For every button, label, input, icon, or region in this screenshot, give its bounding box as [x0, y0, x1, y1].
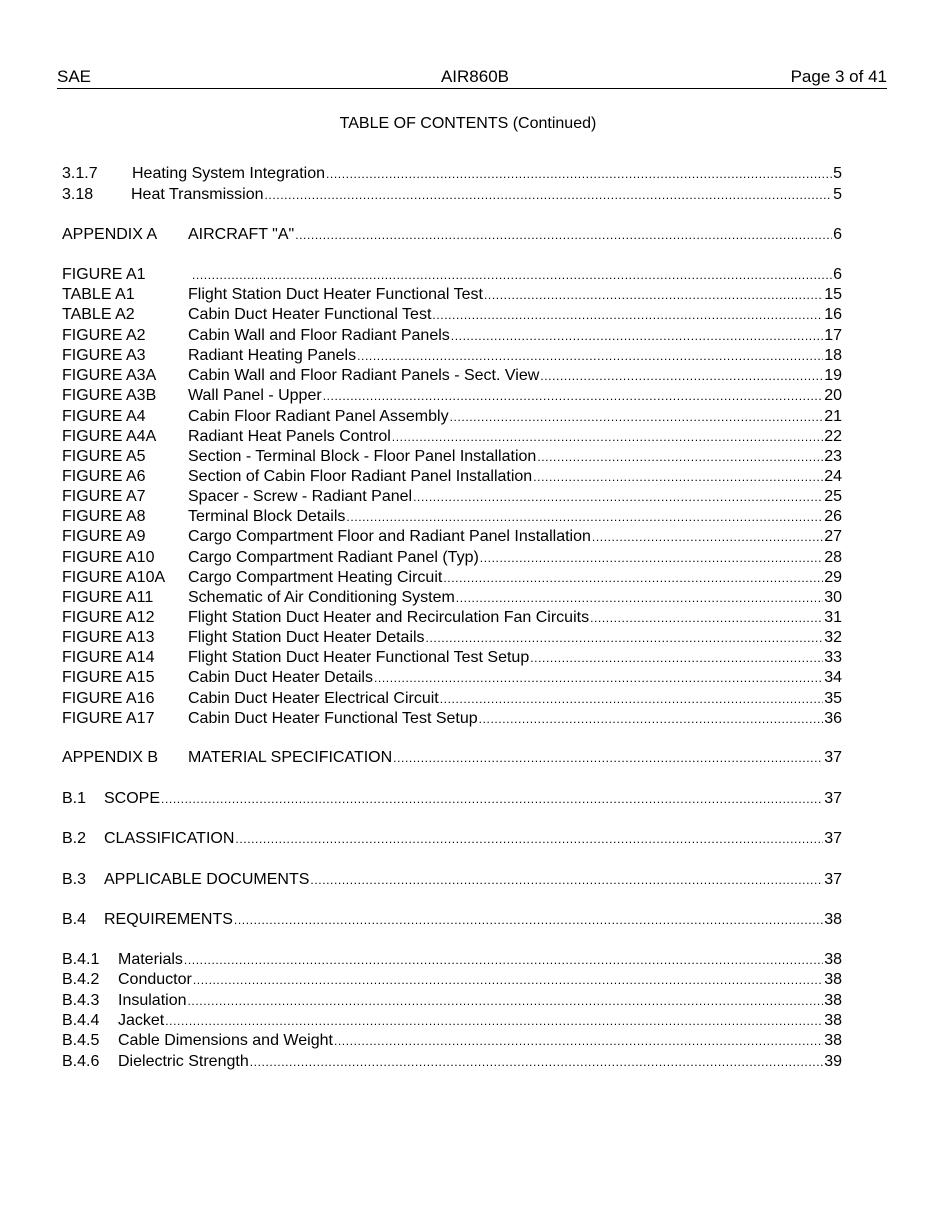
- toc-dot-leader: [334, 1031, 823, 1051]
- toc-dot-leader: [323, 386, 824, 406]
- toc-entry-page: 17: [824, 327, 842, 344]
- toc-entry-number: B.4.1: [62, 951, 100, 968]
- toc-entry[interactable]: [62, 507, 842, 527]
- toc-entry-number: FIGURE A13: [62, 629, 155, 646]
- toc-entry-title: SCOPE: [104, 790, 161, 807]
- toc-entry-title: Cargo Compartment Heating Circuit: [188, 569, 443, 586]
- toc-entry-page: 38: [824, 951, 842, 968]
- header-doc-number: AIR860B: [440, 67, 510, 86]
- toc-dot-leader: [451, 326, 823, 346]
- toc-entry-title: Cargo Compartment Floor and Radiant Panel Installation: [188, 528, 591, 545]
- toc-entry[interactable]: [62, 689, 842, 709]
- toc-entry-page: 37: [824, 830, 842, 847]
- toc-entry-page: 20: [824, 387, 842, 404]
- toc-entry[interactable]: [62, 588, 842, 608]
- toc-dot-leader: [357, 346, 823, 366]
- toc-entry-page: 5: [833, 165, 842, 182]
- toc-entry-page: 37: [824, 749, 842, 766]
- toc-entry-number: FIGURE A12: [62, 609, 155, 626]
- page-title: TABLE OF CONTENTS (Continued): [339, 115, 597, 132]
- toc-dot-leader: [374, 668, 823, 688]
- toc-entry-title: Cabin Wall and Floor Radiant Panels: [188, 327, 450, 344]
- toc-entry-page: 33: [824, 649, 842, 666]
- toc-entry[interactable]: [62, 386, 842, 406]
- toc-entry[interactable]: [62, 527, 842, 547]
- toc-entry-page: 23: [824, 448, 842, 465]
- toc-dot-leader: [456, 588, 823, 608]
- toc-entry[interactable]: [62, 1031, 842, 1051]
- toc-entry[interactable]: [62, 748, 842, 768]
- toc-entry-number: FIGURE A4A: [62, 428, 157, 445]
- toc-entry[interactable]: [62, 447, 842, 467]
- toc-entry-number: FIGURE A3: [62, 347, 146, 364]
- toc-entry-page: 38: [824, 1012, 842, 1029]
- toc-entry-number: FIGURE A3A: [62, 367, 157, 384]
- toc-dot-leader: [193, 970, 823, 990]
- toc-entry-title: Heating System Integration: [132, 165, 325, 182]
- toc-entry-page: 16: [824, 306, 842, 323]
- toc-dot-leader: [161, 789, 823, 809]
- toc-entry-number: FIGURE A4: [62, 408, 146, 425]
- toc-entry-title: Cable Dimensions and Weight: [118, 1032, 333, 1049]
- toc-entry-title: Dielectric Strength: [118, 1053, 249, 1070]
- toc-entry[interactable]: [62, 427, 842, 447]
- toc-entry-number: 3.1.7: [62, 165, 98, 182]
- toc-dot-leader: [235, 829, 823, 849]
- toc-entry-number: FIGURE A2: [62, 327, 146, 344]
- toc-entry[interactable]: [62, 225, 842, 245]
- toc-dot-leader: [310, 870, 823, 890]
- toc-dot-leader: [295, 225, 832, 245]
- toc-entry-number: FIGURE A8: [62, 508, 146, 525]
- toc-entry[interactable]: [62, 185, 842, 205]
- toc-entry-number: B.3: [62, 871, 87, 888]
- toc-dot-leader: [392, 427, 823, 447]
- toc-entry-title: Cargo Compartment Radiant Panel (Typ): [188, 549, 479, 566]
- toc-entry[interactable]: [62, 608, 842, 628]
- toc-entry-title: CLASSIFICATION: [104, 830, 235, 847]
- toc-entry-number: FIGURE A11: [62, 589, 154, 606]
- toc-entry-number: B.2: [62, 830, 87, 847]
- toc-entry[interactable]: [62, 668, 842, 688]
- toc-entry-number: FIGURE A14: [62, 649, 155, 666]
- toc-dot-leader: [592, 527, 823, 547]
- toc-entry-number: FIGURE A3B: [62, 387, 157, 404]
- toc-entry-number: B.4.5: [62, 1032, 100, 1049]
- toc-entry-page: 26: [824, 508, 842, 525]
- toc-dot-leader: [533, 467, 823, 487]
- toc-dot-leader: [432, 305, 823, 325]
- toc-entry-page: 38: [824, 971, 842, 988]
- toc-dot-leader: [326, 164, 832, 184]
- toc-entry-number: FIGURE A5: [62, 448, 146, 465]
- toc-entry[interactable]: [62, 487, 842, 507]
- toc-entry-page: 34: [824, 669, 842, 686]
- toc-entry-title: Cabin Floor Radiant Panel Assembly: [188, 408, 449, 425]
- toc-dot-leader: [250, 1052, 823, 1072]
- toc-dot-leader: [192, 265, 832, 285]
- toc-entry[interactable]: [62, 789, 842, 809]
- toc-entry-page: 15: [824, 286, 842, 303]
- toc-entry[interactable]: [62, 1052, 842, 1072]
- toc-entry-title: Cabin Duct Heater Details: [188, 669, 373, 686]
- toc-entry-title: Radiant Heat Panels Control: [188, 428, 391, 445]
- toc-entry-page: 38: [824, 992, 842, 1009]
- toc-dot-leader: [540, 366, 823, 386]
- toc-entry[interactable]: [62, 991, 842, 1011]
- toc-entry[interactable]: [62, 568, 842, 588]
- toc-dot-leader: [265, 185, 833, 205]
- toc-dot-leader: [426, 628, 824, 648]
- toc-dot-leader: [530, 648, 823, 668]
- toc-entry[interactable]: [62, 467, 842, 487]
- toc-entry-number: FIGURE A10: [62, 549, 155, 566]
- toc-entry-number: B.4.2: [62, 971, 100, 988]
- toc-entry-title: APPLICABLE DOCUMENTS: [104, 871, 310, 888]
- toc-dot-leader: [165, 1011, 823, 1031]
- toc-entry-title: Cabin Duct Heater Functional Test Setup: [188, 710, 478, 727]
- toc-entry-number: FIGURE A15: [62, 669, 155, 686]
- toc-entry[interactable]: [62, 265, 842, 285]
- toc-entry-page: 30: [824, 589, 842, 606]
- toc-entry-page: 6: [833, 226, 842, 243]
- toc-entry[interactable]: [62, 648, 842, 668]
- toc-entry-page: 6: [833, 266, 842, 283]
- header-page-number: Page 3 of 41: [790, 67, 887, 86]
- toc-dot-leader: [440, 689, 823, 709]
- toc-entry-title: Wall Panel - Upper: [188, 387, 322, 404]
- toc-entry-title: Flight Station Duct Heater and Recirculation Fan Circuits: [188, 609, 590, 626]
- toc-dot-leader: [393, 748, 823, 768]
- toc-entry[interactable]: [62, 870, 842, 890]
- toc-entry-page: 37: [824, 790, 842, 807]
- toc-dot-leader: [234, 910, 823, 930]
- toc-entry-title: REQUIREMENTS: [104, 911, 233, 928]
- toc-entry-page: 35: [824, 690, 842, 707]
- toc-entry-page: 25: [824, 488, 842, 505]
- toc-entry[interactable]: [62, 709, 842, 729]
- toc-entry-title: Terminal Block Details: [188, 508, 346, 525]
- toc-entry-number: B.4: [62, 911, 87, 928]
- toc-dot-leader: [590, 608, 823, 628]
- toc-entry-page: 28: [824, 549, 842, 566]
- toc-entry-title: Jacket: [118, 1012, 165, 1029]
- toc-entry[interactable]: [62, 326, 842, 346]
- toc-entry-number: APPENDIX B: [62, 749, 159, 766]
- toc-dot-leader: [413, 487, 823, 507]
- toc-entry-page: 31: [824, 609, 842, 626]
- toc-entry[interactable]: [62, 164, 842, 184]
- toc-entry-page: 19: [824, 367, 842, 384]
- toc-entry-page: 37: [824, 871, 842, 888]
- toc-dot-leader: [450, 407, 824, 427]
- header-org: SAE: [57, 67, 92, 86]
- toc-entry-number: FIGURE A7: [62, 488, 146, 505]
- toc-entry-page: 5: [833, 186, 842, 203]
- toc-entry-page: 39: [824, 1053, 842, 1070]
- toc-entry-title: Cabin Wall and Floor Radiant Panels - Sect. View: [188, 367, 540, 384]
- toc-entry-title: AIRCRAFT "A": [188, 226, 295, 243]
- toc-entry-title: Conductor: [118, 971, 192, 988]
- toc-entry-title: Materials: [118, 951, 183, 968]
- toc-dot-leader: [480, 548, 823, 568]
- toc-entry-page: 32: [824, 629, 842, 646]
- toc-entry-number: FIGURE A9: [62, 528, 146, 545]
- toc-entry-number: FIGURE A16: [62, 690, 155, 707]
- toc-entry[interactable]: [62, 305, 842, 325]
- toc-entry[interactable]: [62, 366, 842, 386]
- toc-dot-leader: [479, 709, 824, 729]
- toc-entry-page: 38: [824, 1032, 842, 1049]
- toc-dot-leader: [184, 950, 823, 970]
- page-header: [57, 66, 887, 89]
- toc-entry-number: B.4.4: [62, 1012, 100, 1029]
- toc-entry-number: TABLE A2: [62, 306, 135, 323]
- toc-entry-number: TABLE A1: [62, 286, 135, 303]
- toc-entry-number: FIGURE A1: [62, 266, 146, 283]
- toc-entry[interactable]: [62, 548, 842, 568]
- toc-entry[interactable]: [62, 285, 842, 305]
- toc-entry-title: Radiant Heating Panels: [188, 347, 357, 364]
- toc-entry[interactable]: [62, 628, 842, 648]
- toc-entry-page: 29: [824, 569, 842, 586]
- toc-entry-number: FIGURE A17: [62, 710, 155, 727]
- toc-entry-title: Schematic of Air Conditioning System: [188, 589, 455, 606]
- toc-entry[interactable]: [62, 829, 842, 849]
- toc-entry[interactable]: [62, 346, 842, 366]
- toc-entry-page: 38: [824, 911, 842, 928]
- toc-dot-leader: [537, 447, 823, 467]
- toc-entry-page: 27: [824, 528, 842, 545]
- toc-dot-leader: [188, 991, 824, 1011]
- toc-entry-number: B.4.3: [62, 992, 100, 1009]
- toc-entry[interactable]: [62, 950, 842, 970]
- toc-entry-page: 21: [824, 408, 842, 425]
- toc-entry-page: 36: [824, 710, 842, 727]
- toc-dot-leader: [346, 507, 823, 527]
- toc-entry-number: 3.18: [62, 186, 94, 203]
- toc-entry-title: Cabin Duct Heater Functional Test: [188, 306, 432, 323]
- toc-entry-number: APPENDIX A: [62, 226, 158, 243]
- toc-entry-page: 18: [824, 347, 842, 364]
- toc-entry-number: B.1: [62, 790, 87, 807]
- toc-entry-title: Section - Terminal Block - Floor Panel Installation: [188, 448, 537, 465]
- toc-entry-title: Flight Station Duct Heater Functional Test: [188, 286, 483, 303]
- toc-entry-number: B.4.6: [62, 1053, 100, 1070]
- toc-entry[interactable]: [62, 970, 842, 990]
- toc-entry-number: FIGURE A10A: [62, 569, 166, 586]
- toc-entry-title: Spacer - Screw - Radiant Panel: [188, 488, 413, 505]
- toc-entry[interactable]: [62, 1011, 842, 1031]
- toc-entry[interactable]: [62, 407, 842, 427]
- toc-dot-leader: [484, 285, 823, 305]
- toc-entry-title: Flight Station Duct Heater Functional Test Setup: [188, 649, 530, 666]
- toc-entry-title: Section of Cabin Floor Radiant Panel Installation: [188, 468, 533, 485]
- toc-entry-title: MATERIAL SPECIFICATION: [188, 749, 393, 766]
- toc-entry-page: 24: [824, 468, 842, 485]
- toc-entry-page: 22: [824, 428, 842, 445]
- toc-entry-title: Flight Station Duct Heater Details: [188, 629, 425, 646]
- toc-entry[interactable]: [62, 910, 842, 930]
- toc-entry-title: Cabin Duct Heater Electrical Circuit: [188, 690, 439, 707]
- toc-dot-leader: [443, 568, 823, 588]
- toc-entry-title: Heat Transmission: [131, 186, 264, 203]
- toc-entry-title: Insulation: [118, 992, 187, 1009]
- toc-entry-number: FIGURE A6: [62, 468, 146, 485]
